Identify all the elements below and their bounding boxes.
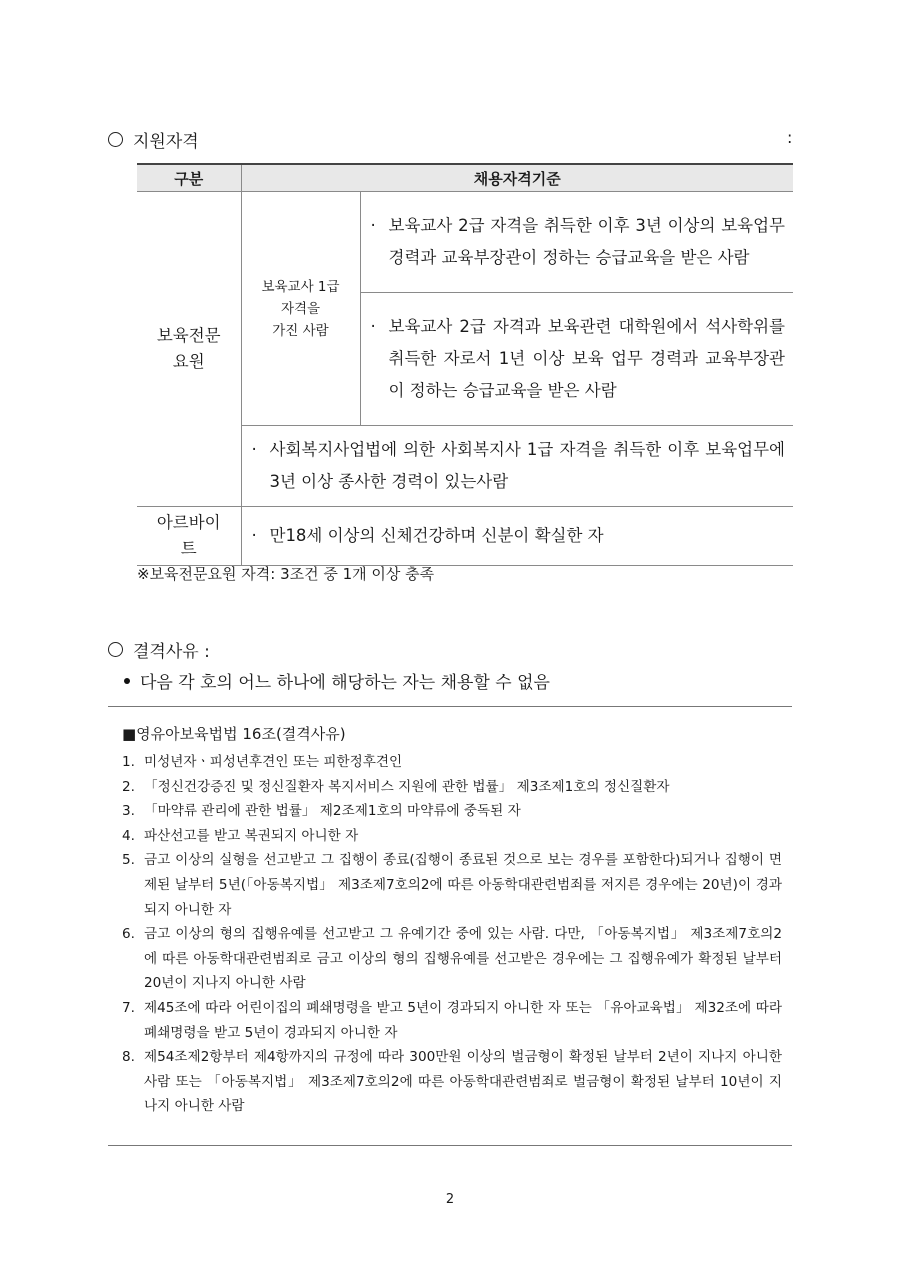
- disqualification-heading: [108, 637, 210, 662]
- qualification-note: ※보육전문요원 자격: 3조건 중 1개 이상 충족: [137, 565, 435, 583]
- law-list: [122, 750, 782, 1119]
- page-number: 2: [445, 1192, 455, 1207]
- circle-bullet-icon: [108, 642, 123, 657]
- item-text: 제45조에 따라 어린이집의 폐쇄명령을 받고 5년이 경과되지 아니한 자 또는 「유아교육법」 제32조에 따라 폐쇄명령을 받고 5년이 경과되지 아니한 자: [144, 999, 782, 1041]
- item-number: 5.: [122, 852, 135, 869]
- list-item: [122, 1045, 782, 1119]
- law-box: [108, 706, 792, 1146]
- item-number: 7.: [122, 999, 135, 1016]
- list-item: [122, 996, 782, 1045]
- item-number: 3.: [122, 803, 135, 820]
- item-number: 1.: [122, 754, 135, 770]
- criteria-text-4: 만18세 이상의 신체건강하며 신분이 확실한 자: [269, 526, 604, 545]
- bullet-dot-icon: [124, 678, 130, 684]
- category-specialist: 보육전문 요원: [137, 192, 241, 507]
- item-text: 파산선고를 받고 복권되지 아니한 자: [144, 827, 359, 844]
- item-text: 「정신건강증진 및 정신질환자 복지서비스 지원에 관한 법률」 제3조제1호의 정신질환자: [144, 778, 670, 795]
- criteria-text-2: 보육교사 2급 자격과 보육관련 대학원에서 석사학위를 취득한 자로서 1년 이상 보육 업무 경력과 교육부장관이 정하는 승급교육을 받은 사람: [388, 317, 785, 400]
- list-item: [122, 824, 782, 849]
- trailing-colon: :: [787, 128, 793, 147]
- item-text: 「마약류 관리에 관한 법률」 제2조제1호의 마약류에 중독된 자: [144, 803, 521, 820]
- criteria-text-3: 사회복지사업법에 의한 사회복지사 1급 자격을 취득한 이후 보육업무에 3년 이상 종사한 경력이 있는사람: [269, 440, 785, 491]
- criteria-cell-4: [241, 507, 793, 566]
- criteria-text-1: 보육교사 2급 자격을 취득한 이후 3년 이상의 보육업무 경력과 교육부장관이 정하는 승급교육을 받은 사람: [388, 216, 785, 267]
- disqualification-bullet: [124, 668, 550, 693]
- item-number: 8.: [122, 1049, 135, 1066]
- disqualification-heading-text: 결격사유 :: [133, 642, 210, 662]
- list-item: [122, 922, 782, 996]
- item-text: 금고 이상의 실형을 선고받고 그 집행이 종료(집행이 종료된 것으로 보는 경우를 포함한다)되거나 집행이 면제된 날부터 5년(「아동복지법」 제3조제7호의2에 따른 아동학대관련범죄를 저지른 경우에는 20년)이 경과되지 아니한 자: [144, 852, 782, 918]
- disqualification-bullet-text: 다음 각 호의 어느 하나에 해당하는 자는 채용할 수 없음: [140, 673, 550, 693]
- bullet-dot: ·: [370, 317, 376, 336]
- qualification-heading-text: 지원자격: [133, 132, 199, 152]
- list-item: [122, 775, 782, 800]
- bullet-dot: ·: [251, 440, 257, 459]
- subgroup-level1: 보육교사 1급 자격을 가진 사람: [241, 192, 360, 426]
- item-number: 2.: [122, 778, 135, 795]
- header-criteria: 채용자격기준: [241, 164, 793, 192]
- qualification-heading: [108, 127, 199, 152]
- circle-bullet-icon: [108, 132, 123, 147]
- bullet-dot: ·: [251, 526, 257, 545]
- qualification-table: [137, 163, 793, 566]
- list-item: [122, 750, 782, 775]
- criteria-cell-1: [360, 192, 793, 293]
- category-parttime: 아르바이 트: [137, 507, 241, 566]
- list-item: [122, 848, 782, 922]
- header-category: 구분: [137, 164, 241, 192]
- item-number: 6.: [122, 926, 135, 943]
- bullet-dot: ·: [370, 216, 376, 235]
- criteria-cell-2: [360, 293, 793, 426]
- item-text: 제54조제2항부터 제4항까지의 규정에 따라 300만원 이상의 벌금형이 확정된 날부터 2년이 지나지 아니한 사람 또는 「아동복지법」 제3조제7호의2에 따른 아동학대관련범죄로 벌금형이 확정된 날부터 10년이 지나지 아니한 사람: [144, 1049, 782, 1115]
- item-text: 미성년자ㆍ피성년후견인 또는 피한정후견인: [144, 754, 403, 770]
- criteria-cell-3: [241, 426, 793, 507]
- law-title: ■영유아보육법법 16조(결격사유): [122, 725, 346, 743]
- item-number: 4.: [122, 827, 135, 844]
- item-text: 금고 이상의 형의 집행유예를 선고받고 그 유예기간 중에 있는 사람. 다만, 「아동복지법」 제3조제7호의2에 따른 아동학대관련범죄로 금고 이상의 형의 집행유예를 선고받은 경우에는 그 집행유예가 확정된 날부터 20년이 지나지 아니한 사람: [144, 926, 782, 992]
- list-item: [122, 799, 782, 824]
